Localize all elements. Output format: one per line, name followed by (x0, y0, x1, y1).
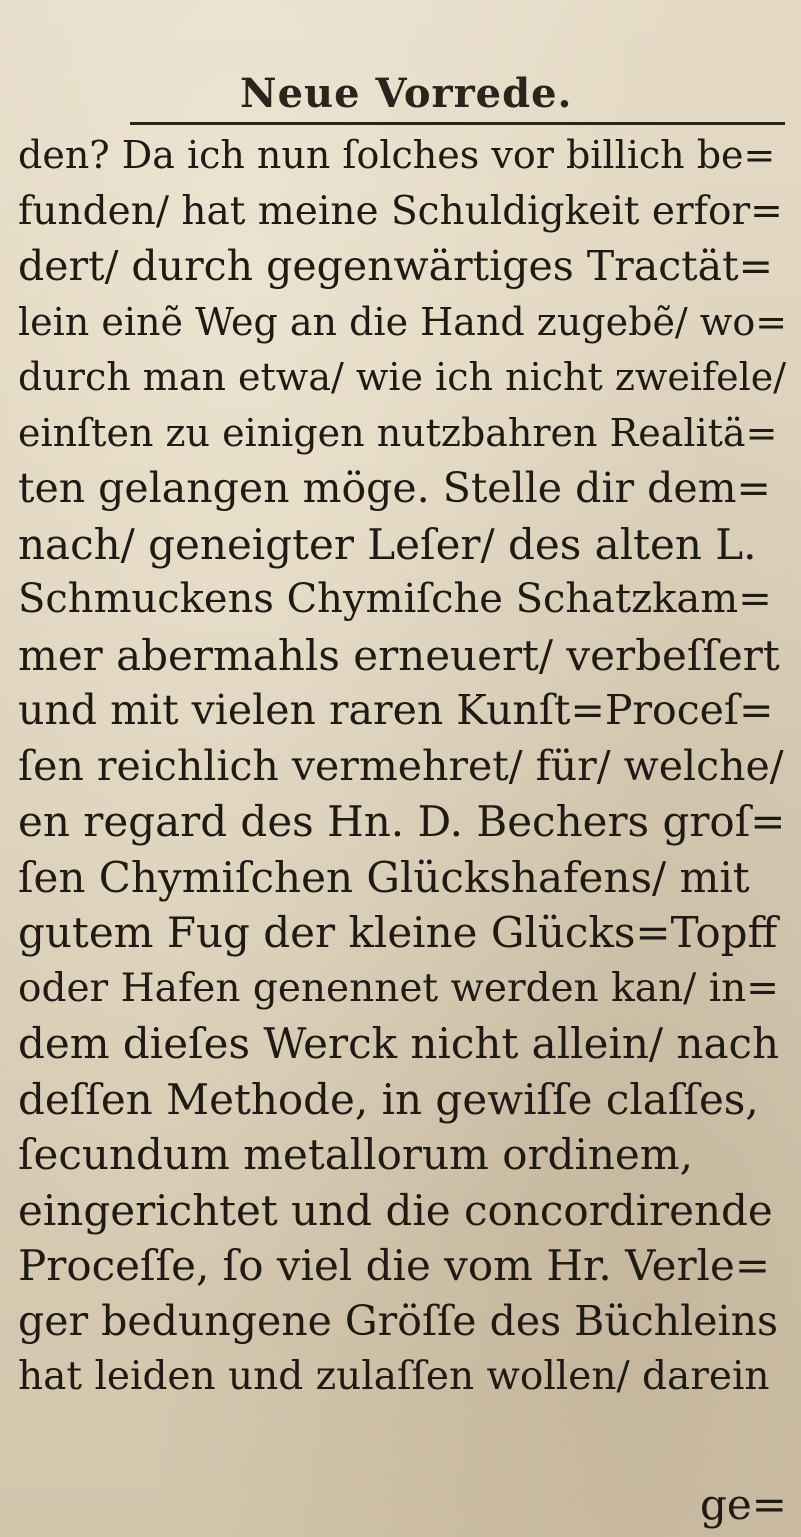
catchword: ge= (700, 1480, 787, 1529)
text-line: ſen reichlich vermehret/ für/ welche/ (18, 741, 784, 790)
text-line: deſſen Methode, in gewiſſe claſſes, (18, 1074, 759, 1124)
text-line: ten gelangen möge. Stelle dir dem= (18, 464, 771, 512)
text-line: Schmuckens Chymiſche Schatzkam= (18, 576, 772, 622)
text-line: dert/ durch gegenwärtiges Tractät= (18, 242, 773, 290)
text-line: gutem Fug der kleine Glücks=Topff (18, 908, 778, 957)
text-line: funden/ hat meine Schuldigkeit erfor= (18, 188, 783, 234)
text-line: en regard des Hn. D. Bechers groſ= (18, 797, 786, 846)
text-line: und mit vielen raren Kunſt=Proceſ= (18, 686, 774, 734)
text-line: Proceſſe, ſo viel die vom Hr. Verle= (18, 1241, 771, 1290)
text-line: einſten zu einigen nutzbahren Realitä= (18, 410, 778, 455)
text-line: ſecundum metallorum ordinem, (18, 1130, 693, 1179)
text-line: durch man etwa/ wie ich nicht zweifele/ (18, 355, 787, 399)
text-line: dem dieſes Werck nicht allein/ nach (18, 1019, 780, 1068)
text-line: mer abermahls erneuert/ verbeſſert (18, 630, 780, 680)
text-line: eingerichtet und die concordirende (18, 1185, 773, 1235)
text-line: nach/ geneigter Leſer/ des alten L. (18, 519, 757, 569)
text-line: lein einẽ Weg an die Hand zugebẽ/ wo= (18, 299, 788, 344)
text-line: oder Hafen genennet werden kan/ in= (18, 965, 779, 1011)
text-line: hat leiden und zulaſſen wollen/ darein (18, 1354, 770, 1399)
text-line: den? Da ich nun ſolches vor billich be= (18, 133, 776, 177)
text-line: ſen Chymiſchen Glückshafens/ mit (18, 852, 750, 902)
text-line: ger bedungene Gröſſe des Büchleins (18, 1296, 779, 1345)
header-rule (130, 122, 785, 125)
body-text (18, 128, 788, 1405)
running-head: Neue Vorrede. (240, 70, 573, 117)
